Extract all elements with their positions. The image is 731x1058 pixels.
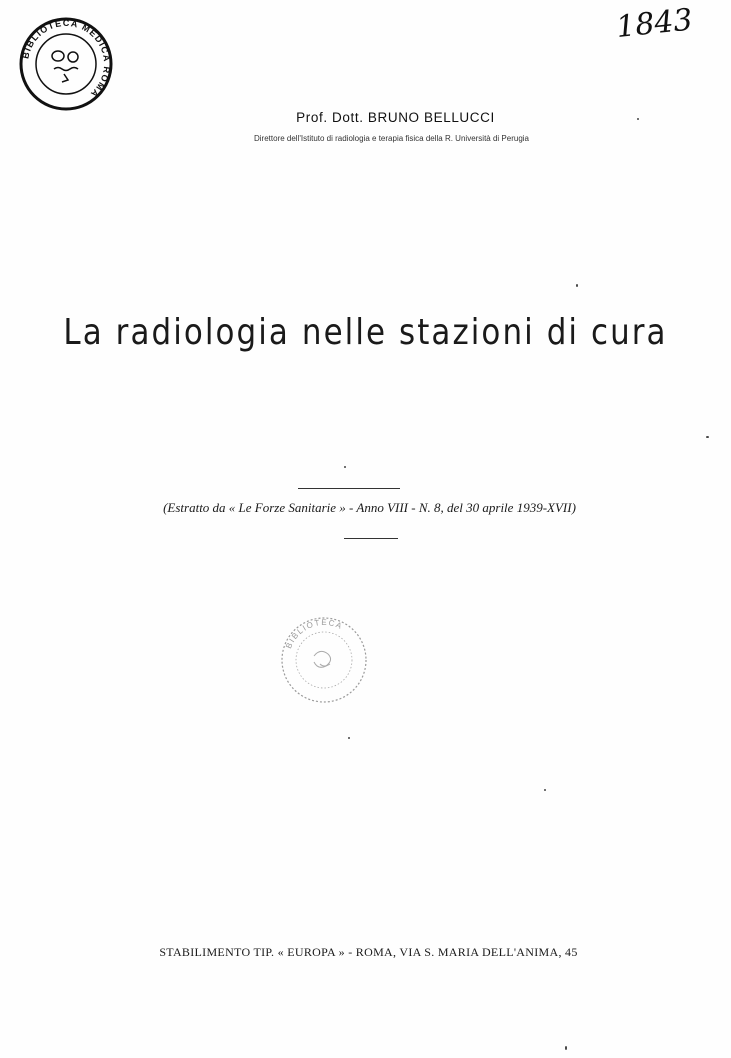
- library-stamp: [18, 16, 114, 112]
- author-affiliation: Direttore dell'Istituto di radiologia e terapia fisica della R. Università di Perugia: [254, 134, 529, 143]
- scan-speck: [565, 1046, 567, 1050]
- divider-upper: [298, 488, 400, 489]
- faded-stamp-text: BIBLIOTECA: [284, 617, 345, 650]
- scan-speck: [576, 284, 578, 287]
- handwritten-catalog-number: [612, 2, 695, 46]
- scan-speck: [348, 737, 350, 739]
- scan-speck: [637, 118, 639, 120]
- scan-speck: [706, 436, 709, 438]
- publisher-imprint: STABILIMENTO TIP. « EUROPA » - ROMA, VIA S. MARIA DELL'ANIMA, 45: [159, 945, 578, 959]
- library-stamp-text: BIBLIOTECA MEDICA ROMA: [20, 17, 113, 100]
- document-title: La radiologia nelle stazioni di cura: [63, 312, 668, 353]
- author-name: Prof. Dott. BRUNO BELLUCCI: [296, 110, 495, 125]
- scan-speck: [344, 466, 346, 468]
- divider-lower: [344, 538, 398, 539]
- extract-citation: (Estratto da « Le Forze Sanitarie » - Anno VIII - N. 8, del 30 aprile 1939-XVII): [163, 500, 576, 515]
- svg-text:BIBLIOTECA: [284, 618, 344, 650]
- faded-library-stamp: [276, 612, 372, 708]
- handwritten-number-text: 1843: [614, 2, 695, 46]
- scan-speck: [544, 789, 546, 791]
